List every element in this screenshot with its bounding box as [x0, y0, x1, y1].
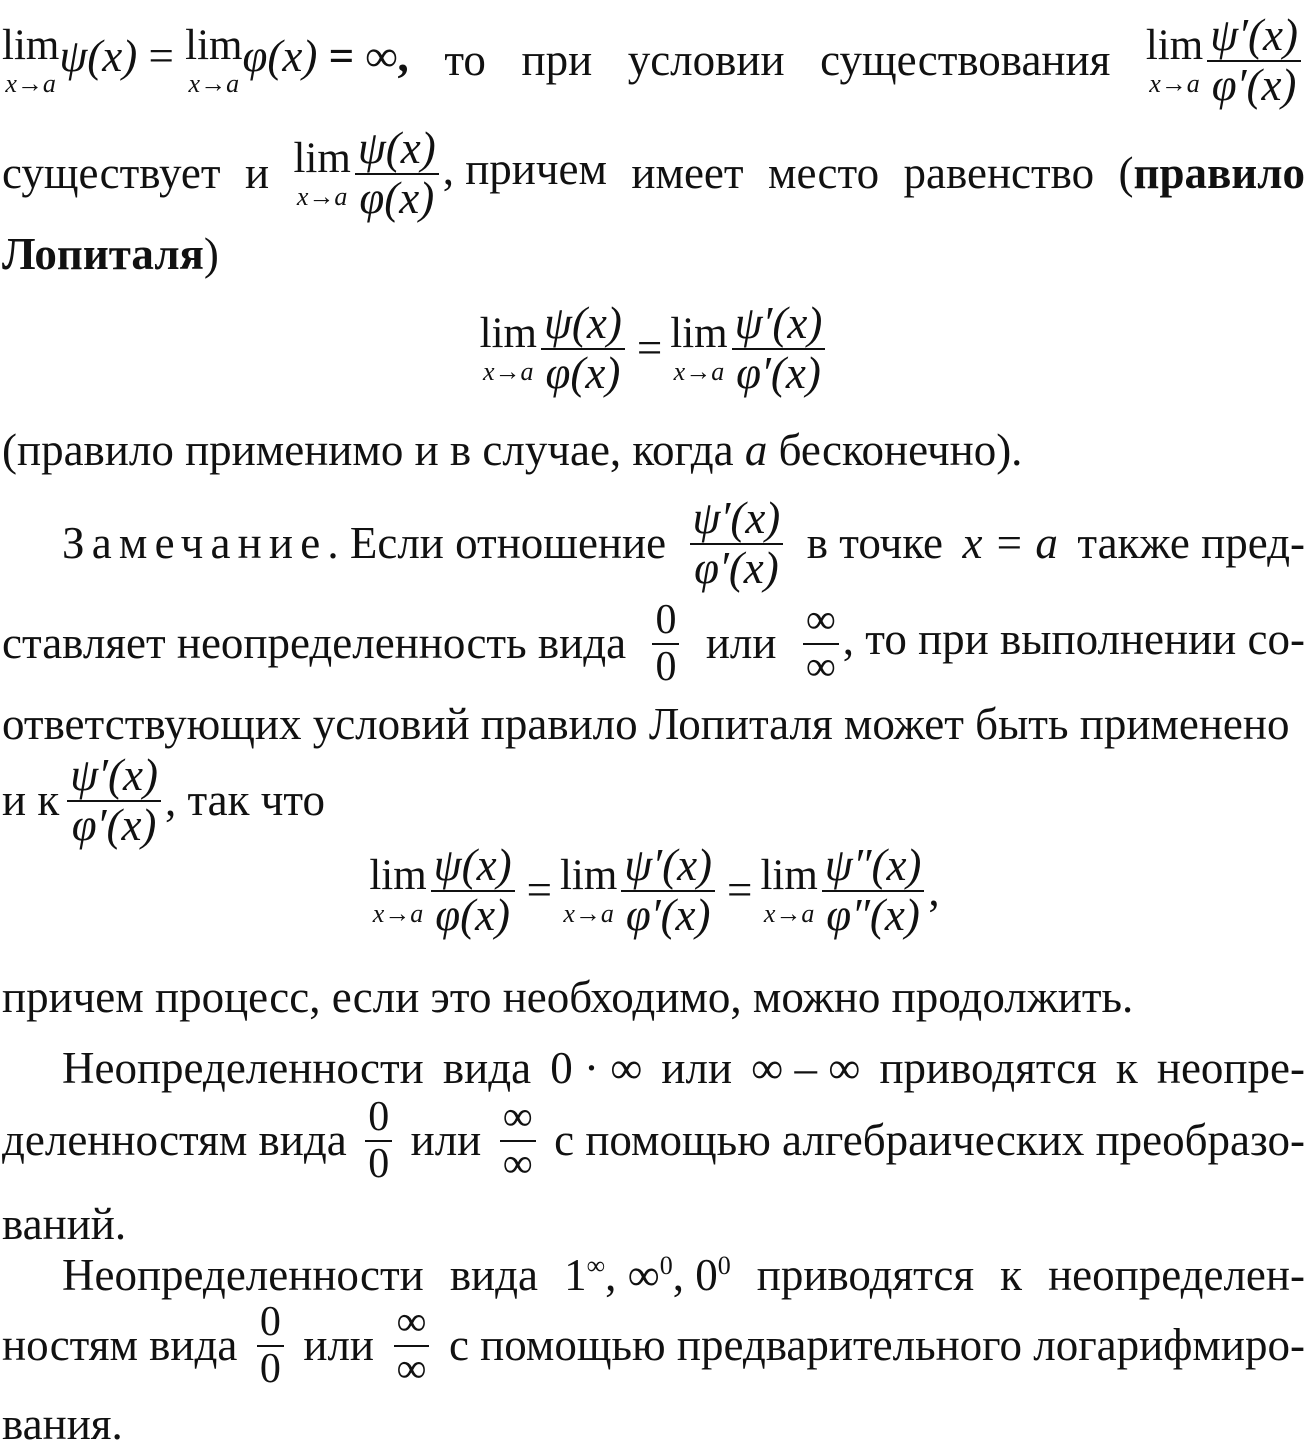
para1-line2: существует и lim x→a $\frac{\psi(x)}{\varphi(x)}$ , причем имеет место равенство (правило: [2, 123, 1305, 223]
fraction: $\frac{0}{0}$: [257, 1300, 284, 1391]
para3-line5: причем процесс, если это необходимо, можно продолжить.: [2, 972, 1134, 1022]
para5-line2: ностям вида $\frac{0}{0}$ или $\frac{\infty}{\infty}$ с помощью предварительного логарифмиро-: [2, 1299, 1305, 1392]
fraction: $\frac{\psi''(x)}{\varphi''(x)}$: [822, 842, 925, 939]
limit-operator: lim x→a: [670, 310, 728, 387]
para5-line1: Неопределенности вида 1∞, ∞$^0$, $0^0$ приводятся к неопределен-: [62, 1250, 1305, 1300]
fraction: $\frac{\psi'(x)}{\varphi'(x)}$: [1207, 12, 1301, 109]
limit-expression: lim x→a $\frac{\psi(x)}{\varphi(x)}$ , причем: [293, 123, 607, 223]
fraction: $\frac{\psi'(x)}{\varphi'(x)}$: [67, 752, 161, 849]
limit-operator: lim x→a: [293, 135, 351, 212]
para3-line2: ставляет неопределенность вида $\frac{0}{0}$ или $\frac{\infty}{\infty}$ , то при выполнении со-: [2, 597, 1305, 690]
fraction: $\frac{\psi(x)}{\varphi(x)}$: [355, 125, 439, 222]
limit-operator: lim x→a: [559, 852, 618, 929]
limit-operator: lim x→a: [185, 22, 243, 99]
limit-expression: lim x→a ψ(x) = lim x→a φ(x) = ∞,: [2, 22, 409, 99]
fraction: $\frac{\psi'(x)}{\varphi'(x)}$: [621, 842, 715, 939]
para3-line4: и к $\frac{\psi'(x)}{\varphi'(x)}$ , так что: [2, 750, 325, 850]
indeterminate-forms: 1∞, ∞$^0$, $0^0$: [564, 1250, 731, 1300]
limit-operator: lim x→a: [479, 310, 537, 387]
display-formula-2: lim x→a $\frac{\psi(x)}{\varphi(x)}$ = lim x→a $\frac{\psi'(x)}{\varphi'(x)}$ = lim x→a $\frac{\psi''(x)}{\varphi''(x)}$ ,: [369, 840, 940, 940]
fraction: $\frac{\psi(x)}{\varphi(x)}$: [541, 300, 625, 397]
fraction: $\frac{\psi'(x)}{\varphi'(x)}$: [690, 495, 784, 592]
fraction: $\frac{\psi(x)}{\varphi(x)}$: [431, 842, 515, 939]
para1-line3: Лопиталя ): [2, 229, 219, 279]
fraction: $\frac{0}{0}$: [652, 598, 679, 689]
para2-line1: (правило применимо и в случае, когда a бесконечно).: [2, 425, 1023, 475]
fraction: $\frac{\infty}{\infty}$: [803, 598, 839, 689]
para1-line1: lim x→a ψ(x) = lim x→a φ(x) = ∞, то при условии существования lim x→a $\frac{\psi'(x)}{\varphi'(x)}$: [2, 12, 1305, 109]
para4-line2: деленностям вида $\frac{0}{0}$ или $\frac{\infty}{\infty}$ с помощью алгебраических преобразо-: [2, 1094, 1305, 1187]
display-formula-1: lim x→a $\frac{\psi(x)}{\varphi(x)}$ = lim x→a $\frac{\psi'(x)}{\varphi'(x)}$: [0, 300, 1309, 397]
para3-line1: Замечание. Если отношение $\frac{\psi'(x)}{\varphi'(x)}$ в точке x = a также пред-: [62, 493, 1305, 593]
limit-expression: [1146, 12, 1305, 109]
para4-line3: ваний.: [2, 1199, 127, 1249]
limit-operator: lim x→a: [1145, 22, 1204, 99]
limit-operator: lim x→a: [2, 22, 60, 99]
para4-line1: Неопределенности вида 0 · ∞ или ∞ – ∞ приводятся к неопре-: [62, 1043, 1305, 1093]
fraction: $\frac{\infty}{\infty}$: [394, 1300, 430, 1391]
para5-line3: вания.: [2, 1399, 123, 1449]
fraction: $\frac{\infty}{\infty}$: [500, 1095, 536, 1186]
limit-operator: lim x→a: [369, 852, 427, 929]
fraction: $\frac{0}{0}$: [365, 1095, 392, 1186]
limit-operator: lim x→a: [760, 852, 818, 929]
fraction: $\frac{\psi'(x)}{\varphi'(x)}$: [732, 300, 826, 397]
para3-line3: ответствующих условий правило Лопиталя может быть применено: [2, 699, 1290, 749]
